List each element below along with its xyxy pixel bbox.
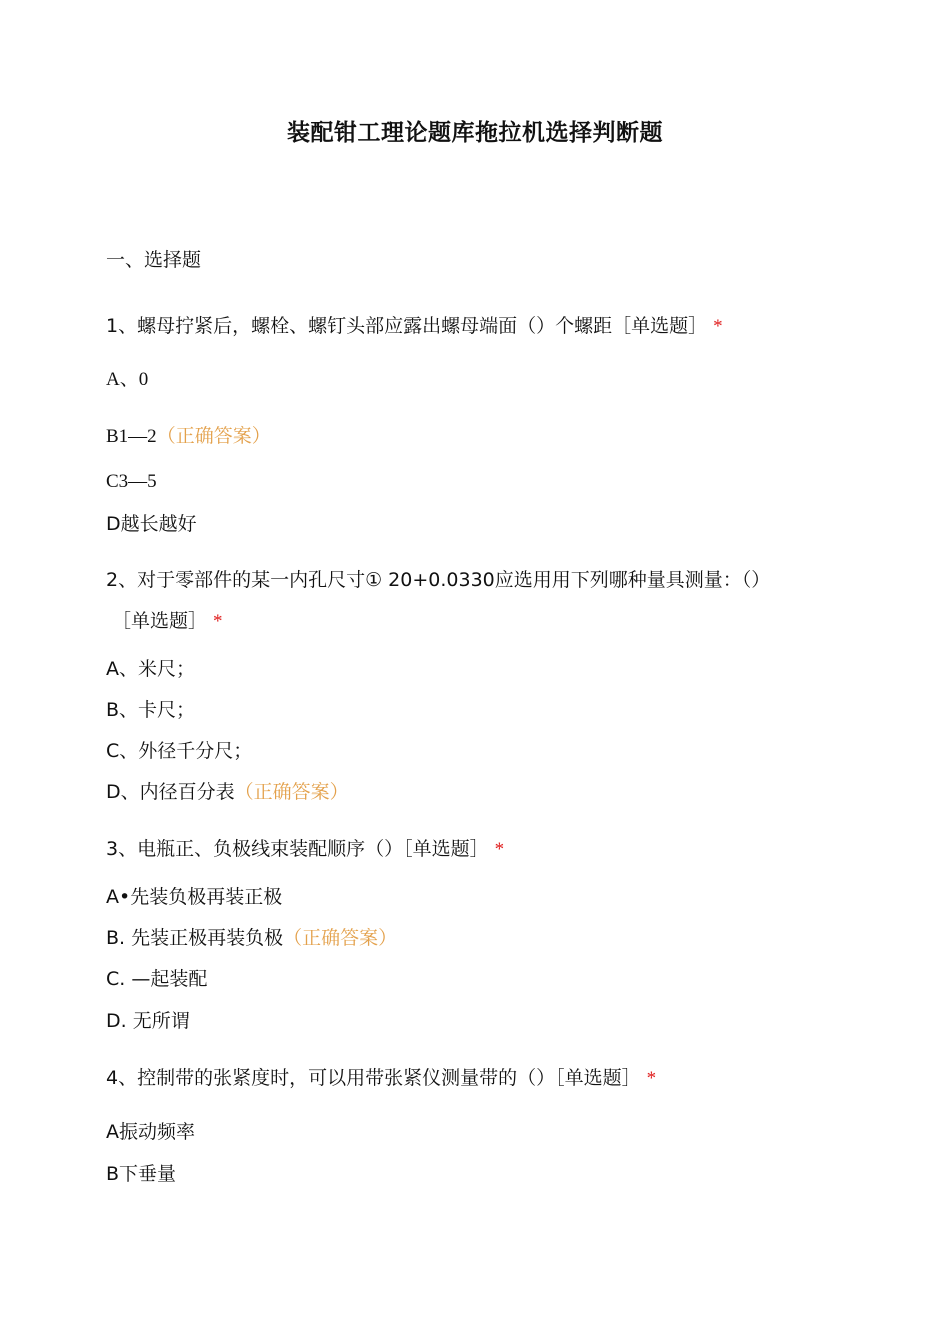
question-2-option-b: B、卡尺； [106, 699, 196, 721]
question-1-option-c: C3—5 [106, 471, 157, 492]
required-mark: * [213, 611, 223, 632]
required-mark: * [713, 316, 723, 337]
question-4-option-b: B下垂量 [106, 1163, 177, 1185]
option-text: B1—2 [106, 426, 157, 447]
correct-answer-badge: （正确答案） [156, 425, 271, 447]
question-3-option-b [106, 926, 397, 951]
question-1 [106, 314, 723, 339]
question-1-text: 1、螺母拧紧后，螺栓、螺钉头部应露出螺母端面（）个螺距［单选题］ [106, 315, 708, 337]
question-3-option-d: D. 无所谓 [106, 1010, 190, 1032]
question-2-option-a: A、米尺； [106, 658, 195, 680]
question-2-option-c: C、外径千分尺； [106, 740, 253, 762]
required-mark: * [494, 839, 505, 860]
question-4-text: 4、控制带的张紧度时，可以用带张紧仪测量带的（）［单选题］ [106, 1067, 641, 1089]
question-4 [106, 1066, 656, 1091]
question-2-line2 [112, 609, 223, 634]
question-4-option-a: A振动频率 [106, 1121, 195, 1143]
question-2-text-line1: 2、对于零部件的某一内孔尺寸① 20+0.0330应选用用下列哪种量具测量：（） [106, 569, 771, 591]
document-title: 装配钳工理论题库拖拉机选择判断题 [287, 120, 663, 146]
correct-answer-badge: （正确答案） [234, 781, 349, 803]
section-heading: 一、选择题 [106, 249, 202, 271]
question-1-option-d: D越长越好 [106, 513, 197, 535]
question-2-text-line2: ［单选题］ [112, 610, 208, 632]
question-2 [106, 568, 770, 593]
required-mark: * [646, 1068, 657, 1089]
correct-answer-badge: （正确答案） [283, 927, 398, 949]
option-text: D、内径百分表 [106, 781, 235, 803]
question-3-text: 3、电瓶正、负极线束装配顺序（）［单选题］ [106, 838, 489, 860]
question-3 [106, 837, 504, 862]
question-1-option-a: A、0 [106, 369, 149, 390]
option-text: B. 先装正极再装负极 [106, 927, 284, 949]
question-3-option-a: A•先装负极再装正极 [106, 886, 283, 908]
question-2-option-d [106, 780, 349, 805]
question-1-option-b [106, 424, 271, 449]
question-3-option-c: C. —起装配 [106, 968, 208, 990]
